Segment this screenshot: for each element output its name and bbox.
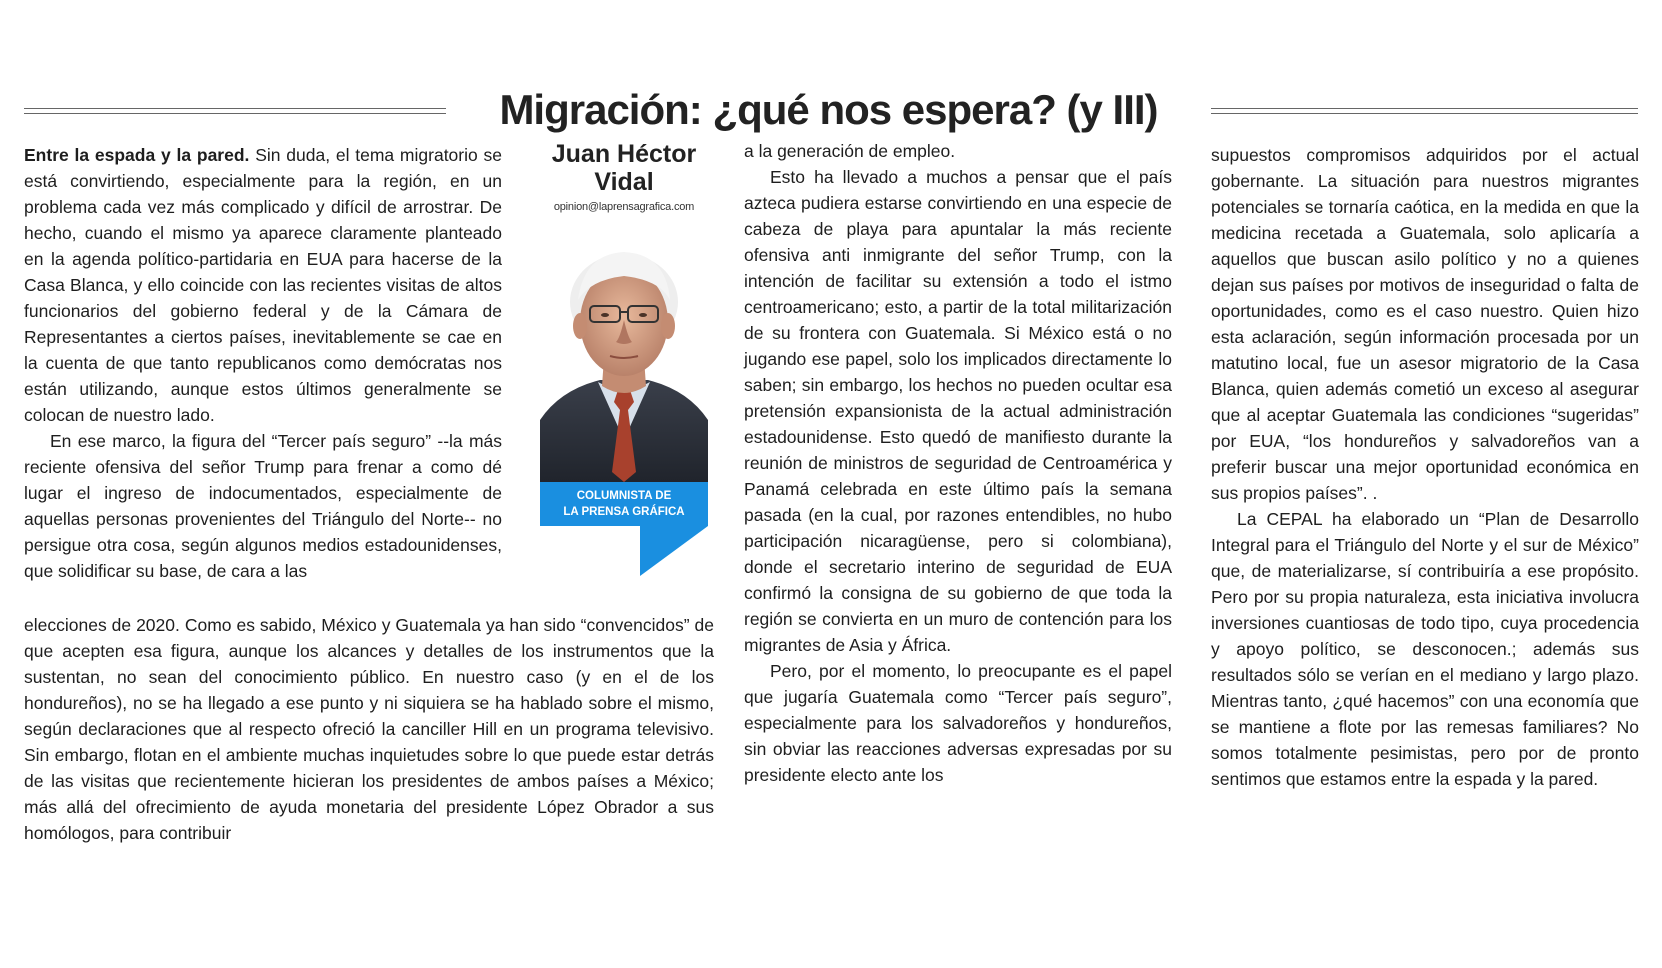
title-rule-right: [1211, 108, 1638, 114]
banner-line-2: LA PRENSA GRÁFICA: [563, 506, 685, 518]
banner-line-1: COLUMNISTA DE: [576, 490, 672, 502]
paragraph-6: La CEPAL ha elaborado un “Plan de Desarrollo Integral para el Triángulo del Norte y el sur de México” que, de materializarse, sí contribuiría a ese propósito. Pero por su propia naturaleza, esta iniciativa involucra inversiones cuantiosas de todo tipo, cuya procedencia y apoyo político, se desconocen.; además sus resultados sólo se verían en el mediano y largo plazo. Mientras tanto, ¿qué hacemos” con una economía que se mantiene a flote por las remesas familiares? No somos totalmente pesimistas, pero por de pronto sentimos que estamos entre la espada y la pared.: [1211, 509, 1639, 789]
article-title: Migración: ¿qué nos espera? (y III): [499, 86, 1158, 133]
author-box: [540, 140, 708, 218]
column-2: [744, 138, 1172, 788]
author-name-line-2: Vidal: [594, 168, 654, 196]
paragraph-1: [24, 142, 502, 428]
paragraph-5-continuation: supuestos compromisos adquiridos por el actual gobernante. La situación para nuestros migrantes potenciales se tornaría caótica, en la medida en que la medicina recetada a Guatemala, solo aplicaría a aquellos que buscan asilo político y no a quienes dejan sus países por motivos de inseguridad o falta de oportunidades, como es el caso nuestro. Quien hizo esta aclaración, según información procesada por un matutino local, fue un asesor migratorio de la Casa Blanca, quien además cometió un exceso al asegurar que al aceptar Guatemala las condiciones “sugeridas” por EUA, “los hondureños y salvadoreños van a preferir buscar una mejor oportunidad económica en sus propios países”. .: [1211, 145, 1639, 503]
paragraph-4: Esto ha llevado a muchos a pensar que el país azteca pudiera estarse convirtiendo en una especie de cabeza de playa para apuntalar la más reciente ofensiva anti inmigrante del señor Trump, con la intención de facilitar su extensión a todo el istmo centroamericano; esto, a partir de la total militarización de su frontera con Guatemala. Si México está o no jugando ese papel, solo los implicados directamente lo saben; sin embargo, los hechos no pueden ocultar esa pretensión expansionista de la actual administración estadounidense. Esto quedó de manifiesto durante la reunión de ministros de seguridad de Centroamérica y Panamá celebrada en este último país la semana pasada (en la cual, por razones entendibles, no hubo participación nicaragüense, pero si colombiana), donde el secretario interino de seguridad de EUA confirmó la consigna de su gobierno de que toda la región se convierta en un muro de contención para los migrantes de Asia y África.: [744, 167, 1172, 655]
title-rule-left: [24, 108, 446, 114]
author-name-line-1: Juan Héctor: [551, 140, 697, 168]
column-3: [1211, 142, 1639, 792]
paragraph-2-upper: En ese marco, la figura del “Tercer país seguro” --la más reciente ofensiva del señor Trump para frenar a como dé lugar el ingreso de indocumentados, especialmente de aquellas personas provenientes del Triángulo del Norte-- no persigue otra cosa, según algunos medios estadounidenses, que solidificar su base, de cara a las: [24, 431, 502, 581]
columnist-banner: [540, 482, 708, 526]
lead-phrase: Entre la espada y la pared.: [24, 145, 250, 165]
author-photo: [540, 240, 708, 482]
paragraph-1-text: Sin duda, el tema migratorio se está convirtiendo, especialmente para la región, en un problema cada vez más complicado y difícil de arrostrar. De hecho, cuando el mismo ya aparece claramente planteado en la agenda político-partidaria en EUA para hacerse de la Casa Blanca, y ello coincide con las recientes visitas de altos funcionarios del gobierno federal y de la Cámara de Representantes a ciertos países, inevitablemente se cae en la cuenta de que tanto republicanos como demócratas nos están utilizando, aunque estos últimos generalmente se colocan de nuestro lado.: [24, 145, 502, 425]
banner-tail-shape: [640, 526, 708, 576]
paragraph-2-lower: elecciones de 2020. Como es sabido, México y Guatemala ya han sido “convencidos” de que acepten esa figura, aunque los alcances y detalles de los instrumentos que la sustentan, no sean del conocimiento público. En nuestro caso (y en el de los hondureños), no se ha llegado a ese punto y ni siquiera se ha hablado sobre el mismo, según declaraciones que al respecto ofreció la canciller Hill en un programa televisivo. Sin embargo, flotan en el ambiente muchas inquietudes sobre lo que puede estar detrás de las visitas que recientemente hicieran los presidentes de ambos países a México; más allá del ofrecimiento de ayuda monetaria del presidente López Obrador a sus homólogos, para contribuir: [24, 615, 714, 843]
column-1: [24, 142, 502, 584]
column-1-wide: [24, 612, 714, 846]
paragraph-3-continuation: a la generación de empleo.: [744, 141, 956, 161]
author-email: opinion@laprensagrafica.com: [553, 201, 695, 213]
paragraph-5: Pero, por el momento, lo preocupante es el papel que jugaría Guatemala como “Tercer país seguro”, especialmente para los salvadoreños y hondureños, sin obviar las reacciones adversas expresadas por su presidente electo ante los: [744, 661, 1172, 785]
author-portrait-illustration: [540, 240, 708, 482]
